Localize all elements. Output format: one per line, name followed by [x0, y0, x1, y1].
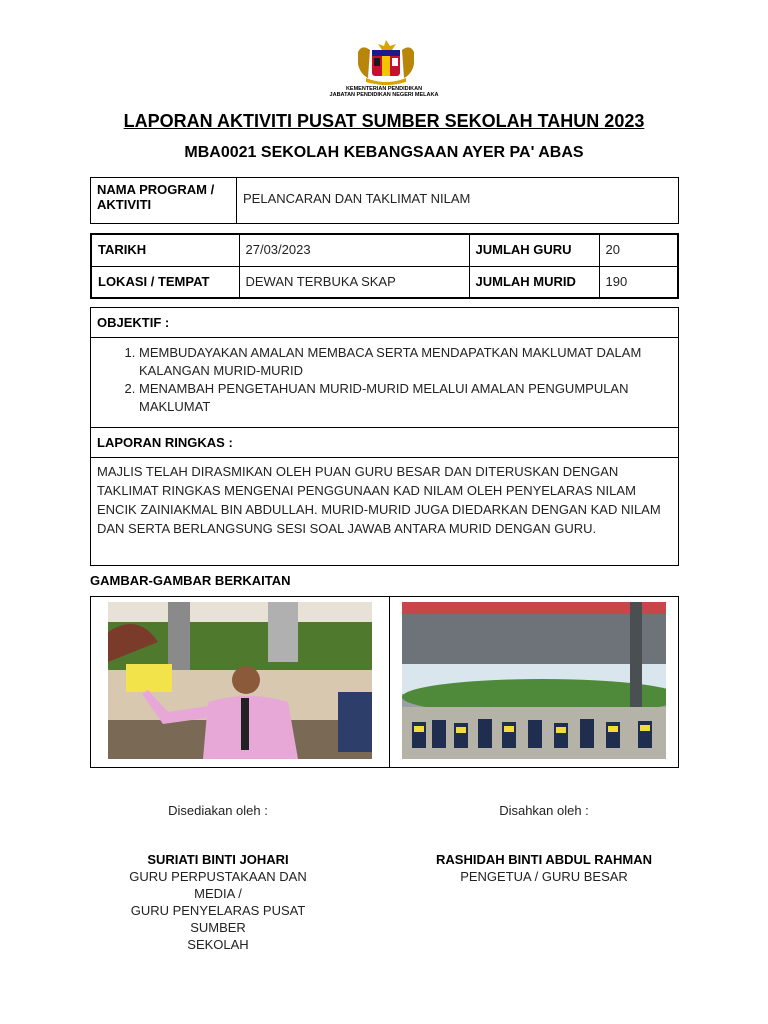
- approved-label: Disahkan oleh :: [499, 803, 589, 818]
- laporan-text: MAJLIS TELAH DIRASMIKAN OLEH PUAN GURU BESAR DAN DITERUSKAN DENGAN TAKLIMAT RINGKAS MENGENAI PENGGUNAAN KAD NILAM OLEH PENYELARAS NILAM ENCIK ZAINIAKMAL BIN ABDULLAH. MURID-MURID JUGA DIEDARKAN DENGAN KAD NILAM DAN SERTA BERLANGSUNG SESI SOAL JAWAB ANTARA MURID DENGAN GURU.: [91, 458, 679, 566]
- objektif-list: [97, 344, 672, 416]
- lokasi-value: DEWAN TERBUKA SKAP: [239, 266, 469, 298]
- approved-by-block: [414, 802, 674, 885]
- jumlah-guru-value: 20: [599, 234, 678, 266]
- approved-name: RASHIDAH BINTI ABDUL RAHMAN: [436, 852, 652, 867]
- gambar-heading: GAMBAR-GAMBAR BERKAITAN: [90, 573, 291, 588]
- report-table: [90, 307, 679, 566]
- approved-role: PENGETUA / GURU BESAR: [460, 869, 628, 884]
- objektif-cell: [91, 338, 679, 428]
- program-value: PELANCARAN DAN TAKLIMAT NILAM: [237, 178, 679, 224]
- school-subtitle: MBA0021 SEKOLAH KEBANGSAAN AYER PA' ABAS: [184, 144, 584, 161]
- objektif-label: OBJEKTIF :: [91, 308, 679, 338]
- prepared-by-block: [108, 802, 328, 953]
- tarikh-value: 27/03/2023: [239, 234, 469, 266]
- prepared-role-3: SEKOLAH: [187, 937, 249, 952]
- ministry-line-2: JABATAN PENDIDIKAN NEGERI MELAKA: [329, 92, 439, 98]
- tarikh-label: TARIKH: [91, 234, 239, 266]
- program-table: [90, 177, 679, 224]
- ministry-line-1: KEMENTERIAN PENDIDIKAN: [345, 86, 423, 92]
- prepared-role-1: GURU PERPUSTAKAAN DAN MEDIA /: [129, 869, 307, 901]
- photo-speaker: [108, 602, 372, 759]
- jumlah-murid-value: 190: [599, 266, 678, 298]
- ministry-caption: [300, 86, 468, 98]
- objektif-item-1: 1. MEMBUDAYAKAN AMALAN MEMBACA SERTA MENDAPATKAN MAKLUMAT DALAM KALANGAN MURID-MURID: [139, 344, 672, 380]
- malaysia-coat-of-arms-icon: [352, 38, 420, 86]
- photo-students-hall: [402, 602, 666, 759]
- details-table: [90, 233, 679, 299]
- jumlah-guru-label: JUMLAH GURU: [469, 234, 599, 266]
- prepared-name: SURIATI BINTI JOHARI: [147, 852, 289, 867]
- objektif-item-2: 2. MENAMBAH PENGETAHUAN MURID-MURID MELALUI AMALAN PENGUMPULAN MAKLUMAT: [139, 380, 672, 416]
- prepared-role-2: GURU PENYELARAS PUSAT SUMBER: [130, 903, 306, 935]
- program-label: NAMA PROGRAM / AKTIVITI: [91, 178, 237, 224]
- jumlah-murid-label: JUMLAH MURID: [469, 266, 599, 298]
- page-title: LAPORAN AKTIVITI PUSAT SUMBER SEKOLAH TAHUN 2023: [123, 111, 645, 131]
- lokasi-label: LOKASI / TEMPAT: [91, 266, 239, 298]
- photo-divider: [389, 596, 390, 768]
- laporan-label: LAPORAN RINGKAS :: [91, 428, 679, 458]
- prepared-label: Disediakan oleh :: [168, 803, 268, 818]
